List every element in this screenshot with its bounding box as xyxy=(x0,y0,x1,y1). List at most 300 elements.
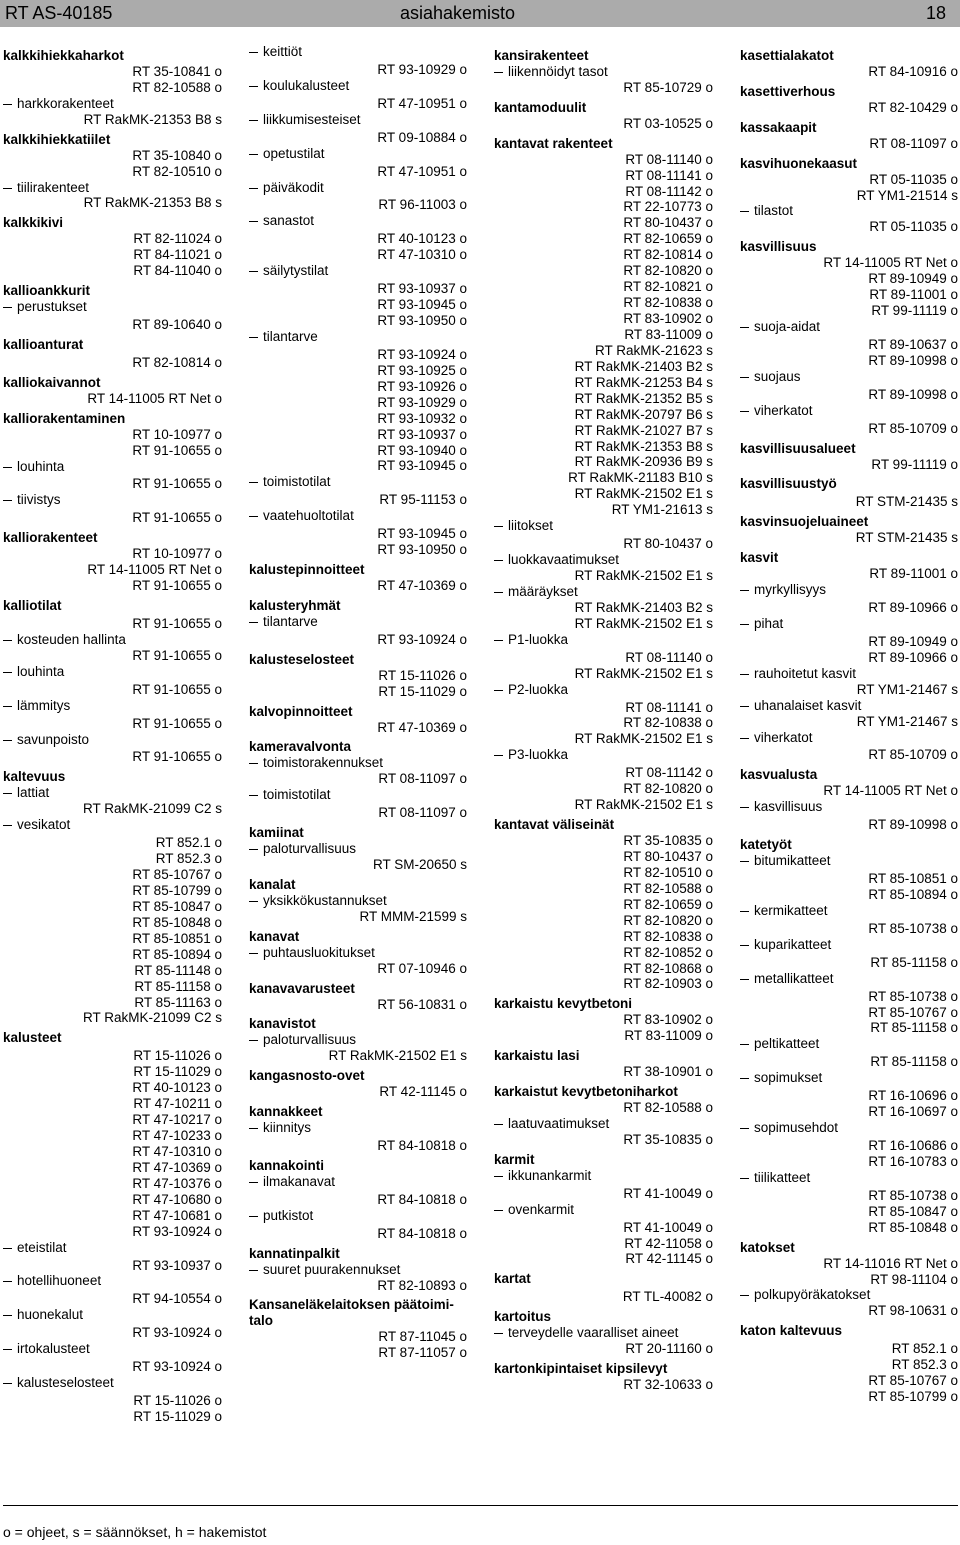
index-heading: kalkkikivi xyxy=(3,215,64,231)
index-reference: RT RakMK-20797 B6 s xyxy=(574,406,713,422)
index-heading: karkaistut kevytbetoniharkot xyxy=(494,1084,678,1100)
index-heading: kalvopinnoitteet xyxy=(249,703,353,719)
index-reference: RT 93-10924 o xyxy=(377,346,467,362)
index-reference: RT 89-10998 o xyxy=(868,352,958,368)
index-heading: kantavat väliseinät xyxy=(494,817,615,833)
index-reference: RT 82-10510 o xyxy=(132,163,222,179)
index-reference: RT 82-10820 o xyxy=(623,781,713,797)
index-heading: karkaistu lasi xyxy=(494,1048,580,1064)
index-reference: RT 16-10696 o xyxy=(868,1088,958,1104)
index-heading: kannatinpalkit xyxy=(249,1245,340,1261)
index-reference: RT 82-10903 o xyxy=(623,976,713,992)
index-heading: kalkkihiekkaharkot xyxy=(3,48,124,63)
index-reference: RT RakMK-21502 E1 s xyxy=(328,1048,467,1064)
index-reference: RT 85-10848 o xyxy=(868,1219,958,1235)
index-subterm: rauhoitetut kasvit xyxy=(740,666,958,682)
index-subterm: savunpoisto xyxy=(3,732,222,748)
index-reference: RT 82-10868 o xyxy=(623,960,713,976)
index-subterm: luokkavaatimukset xyxy=(494,552,713,568)
index-subterm: myrkyllisyys xyxy=(740,582,958,598)
index-subterm: tilastot xyxy=(740,203,958,219)
index-heading: kanavistot xyxy=(249,1016,316,1032)
index-subterm: hotellihuoneet xyxy=(3,1273,222,1289)
index-heading: kalliorakenteet xyxy=(3,530,98,546)
index-reference: RT 83-11009 o xyxy=(624,1028,713,1044)
index-heading: kannakointi xyxy=(249,1157,325,1173)
index-reference: RT RakMK-21502 E1 s xyxy=(574,797,713,813)
index-heading: kalliokaivannot xyxy=(3,374,101,390)
index-reference: RT 89-10640 o xyxy=(132,317,222,332)
index-reference: RT 93-10940 o xyxy=(377,442,467,458)
index-reference: RT 83-11009 o xyxy=(624,326,713,342)
index-reference: RT 47-10310 o xyxy=(377,247,467,263)
index-reference: RT 05-11035 o xyxy=(869,171,958,187)
index-reference: RT 47-10310 o xyxy=(132,1143,222,1159)
index-subterm: P2-luokka xyxy=(494,682,713,698)
index-column-4 xyxy=(740,44,958,1405)
index-reference: RT 83-10902 o xyxy=(623,311,713,326)
index-heading: katokset xyxy=(740,1239,795,1255)
index-reference: RT RakMK-21403 B2 s xyxy=(574,599,713,615)
index-heading: kasvillisuustyö xyxy=(740,476,837,492)
index-reference: RT 99-11119 o xyxy=(871,303,958,319)
index-reference: RT 82-10838 o xyxy=(623,928,713,944)
index-subterm: ovenkarmit xyxy=(494,1202,713,1218)
index-subterm: pihat xyxy=(740,616,958,632)
index-subterm: suojaus xyxy=(740,369,958,385)
index-reference: RT 82-10838 o xyxy=(623,715,713,731)
index-reference: RT 852.1 o xyxy=(891,1341,958,1357)
index-subterm: peltikatteet xyxy=(740,1036,958,1052)
index-reference: RT 852.3 o xyxy=(891,1357,958,1373)
index-reference: RT 93-10924 o xyxy=(132,1359,222,1375)
index-subterm: liikkumisesteiset xyxy=(249,112,467,128)
index-heading: talo xyxy=(249,1313,274,1329)
index-reference: RT 93-10945 o xyxy=(377,458,467,474)
index-heading: kalusteryhmät xyxy=(249,597,341,613)
index-reference: RT 93-10945 o xyxy=(377,526,467,542)
index-reference: RT 93-10924 o xyxy=(132,1223,222,1239)
index-heading: Kansaneläkelaitoksen päätoimi- xyxy=(249,1297,454,1313)
index-reference: RT 85-10799 o xyxy=(868,1389,958,1405)
index-subterm: paloturvallisuus xyxy=(249,841,467,857)
index-reference: RT 87-11057 o xyxy=(378,1345,467,1361)
index-reference: RT 85-10709 o xyxy=(868,420,958,436)
index-reference: RT 47-10369 o xyxy=(132,1159,222,1175)
index-reference: RT 98-11104 o xyxy=(870,1271,958,1287)
index-reference: RT RakMK-21502 E1 s xyxy=(574,731,713,747)
index-reference: RT 08-11141 o xyxy=(625,167,713,183)
index-heading: kalliotilat xyxy=(3,598,62,613)
index-reference: RT 84-10916 o xyxy=(868,63,958,79)
index-subterm: putkistot xyxy=(249,1208,467,1224)
index-reference: RT 42-11145 o xyxy=(625,1251,713,1267)
index-reference: RT 91-10655 o xyxy=(132,615,222,631)
index-subterm: louhinta xyxy=(3,459,222,475)
index-reference: RT RakMK-21353 B8 s xyxy=(83,111,222,127)
index-heading: kasvillisuus xyxy=(740,239,817,255)
index-reference: RT 93-10929 o xyxy=(377,61,467,77)
index-subterm: sopimusehdot xyxy=(740,1120,958,1136)
index-reference: RT RakMK-21403 B2 s xyxy=(574,358,713,374)
index-reference: RT 91-10655 o xyxy=(132,578,222,594)
index-heading: kasvit xyxy=(740,550,779,566)
index-subterm: perustukset xyxy=(3,299,222,315)
index-reference: RT 85-10709 o xyxy=(868,747,958,763)
index-heading: katon kaltevuus xyxy=(740,1323,843,1339)
index-reference: RT 89-10998 o xyxy=(868,817,958,833)
index-subterm: harkkorakenteet xyxy=(3,96,222,112)
index-reference: RT YM1-21467 s xyxy=(856,713,958,729)
index-heading: kanavavarusteet xyxy=(249,980,355,996)
index-reference: RT 82-10821 o xyxy=(623,279,713,295)
index-reference: RT 08-11097 o xyxy=(378,805,467,821)
index-reference: RT 47-10681 o xyxy=(132,1207,222,1223)
index-reference: RT 96-11003 o xyxy=(378,197,467,213)
index-reference: RT 84-11021 o xyxy=(133,247,222,263)
index-subterm: eteistilat xyxy=(3,1240,222,1256)
index-reference: RT 91-10655 o xyxy=(132,749,222,765)
index-subterm: tilantarve xyxy=(249,614,467,630)
index-subterm: tilantarve xyxy=(249,329,467,345)
index-subterm: huonekalut xyxy=(3,1307,222,1323)
index-reference: RT 85-10894 o xyxy=(868,886,958,902)
index-subterm: tiilirakenteet xyxy=(3,180,222,196)
index-reference: RT 85-10767 o xyxy=(868,1004,958,1020)
index-reference: RT 93-10924 o xyxy=(377,631,467,647)
index-reference: RT 08-11142 o xyxy=(625,765,713,781)
index-reference: RT 852.1 o xyxy=(155,835,222,851)
index-subterm: ilmakanavat xyxy=(249,1174,467,1190)
index-heading: kasvinsuojeluaineet xyxy=(740,514,869,530)
index-heading: kasettiverhous xyxy=(740,83,836,99)
index-reference: RT 35-10841 o xyxy=(132,63,222,79)
index-reference: RT 41-10049 o xyxy=(623,1185,713,1201)
index-reference: RT 852.3 o xyxy=(155,851,222,867)
index-reference: RT 85-11148 o xyxy=(134,962,222,978)
index-reference: RT RakMK-21183 B10 s xyxy=(568,470,713,486)
index-heading: kanalat xyxy=(249,876,296,892)
index-reference: RT 89-10966 o xyxy=(868,649,958,665)
index-reference: RT 56-10831 o xyxy=(377,996,467,1012)
index-heading: kalliorakentaminen xyxy=(3,410,126,426)
index-reference: RT 93-10926 o xyxy=(377,378,467,394)
index-subterm: kermikatteet xyxy=(740,903,958,919)
index-heading: kartat xyxy=(494,1271,531,1287)
index-reference: RT 85-11158 o xyxy=(870,1020,958,1036)
index-reference: RT 89-10966 o xyxy=(868,600,958,615)
index-heading: kartonkipintaiset kipsilevyt xyxy=(494,1361,668,1377)
index-reference: RT 85-10738 o xyxy=(868,1187,958,1203)
footer-divider xyxy=(3,1505,958,1506)
index-subterm: koulukalusteet xyxy=(249,78,467,94)
index-reference: RT 89-10949 o xyxy=(868,271,958,287)
index-subterm: lämmitys xyxy=(3,698,222,714)
index-reference: RT 38-10901 o xyxy=(623,1064,713,1080)
index-reference: RT 15-11029 o xyxy=(133,1408,222,1424)
index-reference: RT 91-10655 o xyxy=(132,715,222,731)
index-reference: RT 47-10369 o xyxy=(377,578,467,593)
index-reference: RT STM-21435 s xyxy=(855,494,958,510)
index-reference: RT 03-10525 o xyxy=(623,115,713,131)
index-reference: RT 85-10851 o xyxy=(132,930,222,946)
index-reference: RT 47-10217 o xyxy=(132,1112,222,1128)
index-reference: RT 94-10554 o xyxy=(132,1291,222,1307)
index-reference: RT 85-10738 o xyxy=(868,920,958,936)
index-reference: RT RakMK-21353 B8 s xyxy=(83,195,222,211)
index-reference: RT 99-11119 o xyxy=(871,456,958,472)
index-reference: RT 40-10123 o xyxy=(377,231,467,247)
index-reference: RT 85-11158 o xyxy=(134,978,222,994)
index-reference: RT 09-10884 o xyxy=(377,129,467,145)
index-reference: RT 08-11140 o xyxy=(625,151,713,167)
index-subterm: toimistotilat xyxy=(249,474,467,490)
index-heading: kasvihuonekaasut xyxy=(740,155,858,171)
index-reference: RT 15-11029 o xyxy=(133,1064,222,1080)
page-title: asiahakemisto xyxy=(400,3,516,23)
index-column-1 xyxy=(3,44,222,1425)
index-reference: RT 91-10655 o xyxy=(132,681,222,697)
index-reference: RT 91-10655 o xyxy=(132,510,222,526)
index-subterm: toimistorakennukset xyxy=(249,755,467,771)
index-reference: RT 47-10211 o xyxy=(133,1096,222,1112)
index-reference: RT 82-10588 o xyxy=(623,1100,713,1115)
index-reference: RT 85-11158 o xyxy=(870,954,958,970)
index-reference: RT 85-10767 o xyxy=(868,1373,958,1389)
index-reference: RT 14-11016 RT Net o xyxy=(823,1255,958,1271)
index-reference: RT RakMK-21099 C2 s xyxy=(82,1010,222,1026)
index-reference: RT 47-10369 o xyxy=(377,719,467,735)
legend-footer: o = ohjeet, s = säännökset, h = hakemistot xyxy=(3,1524,267,1540)
index-reference: RT RakMK-21502 E1 s xyxy=(574,615,713,631)
index-subterm: lattiat xyxy=(3,785,222,801)
index-reference: RT 85-10847 o xyxy=(132,898,222,914)
index-subterm: uhanalaiset kasvit xyxy=(740,698,958,714)
index-subterm: P3-luokka xyxy=(494,747,713,763)
index-heading: kalusteet xyxy=(3,1030,62,1046)
index-reference: RT 08-11097 o xyxy=(378,771,467,787)
index-subterm: keittiöt xyxy=(249,44,467,60)
index-reference: RT 14-11005 RT Net o xyxy=(823,783,958,799)
index-reference: RT RakMK-21502 E1 s xyxy=(574,486,713,502)
index-reference: RT 47-10376 o xyxy=(132,1175,222,1191)
index-reference: RT 15-11029 o xyxy=(378,683,467,699)
index-reference: RT 10-10977 o xyxy=(132,546,222,562)
index-subterm: säilytystilat xyxy=(249,263,467,279)
index-heading: kasvualusta xyxy=(740,767,818,783)
index-subterm: kiinnitys xyxy=(249,1120,467,1136)
index-reference: RT 41-10049 o xyxy=(623,1219,713,1235)
index-reference: RT STM-21435 s xyxy=(855,530,958,546)
index-reference: RT 93-10937 o xyxy=(377,426,467,442)
index-heading: kalustepinnoitteet xyxy=(249,562,365,578)
index-reference: RT 85-10799 o xyxy=(132,882,222,898)
index-reference: RT 93-10932 o xyxy=(377,410,467,426)
index-subterm: vesikatot xyxy=(3,817,222,833)
index-subterm: opetustilat xyxy=(249,146,467,162)
index-subterm: P1-luokka xyxy=(494,632,713,648)
index-reference: RT 84-11040 o xyxy=(133,263,222,279)
index-reference: RT 89-10949 o xyxy=(868,633,958,649)
index-reference: RT 89-10998 o xyxy=(868,386,958,402)
index-heading: kalkkihiekkatiilet xyxy=(3,131,111,147)
index-reference: RT 82-10659 o xyxy=(623,231,713,247)
index-subterm: kasvillisuus xyxy=(740,799,958,815)
index-reference: RT 14-11005 RT Net o xyxy=(87,390,222,406)
index-heading: kallioanturat xyxy=(3,336,84,352)
index-reference: RT 98-10631 o xyxy=(868,1303,958,1319)
index-heading: kamiinat xyxy=(249,825,304,841)
index-heading: kameravalvonta xyxy=(249,739,352,755)
index-reference: RT 82-10588 o xyxy=(623,880,713,896)
index-reference: RT 93-10950 o xyxy=(377,542,467,558)
index-reference: RT RakMK-20936 B9 s xyxy=(574,454,713,470)
page-header xyxy=(0,0,960,27)
index-subterm: viherkatot xyxy=(740,403,958,419)
index-reference: RT 08-11097 o xyxy=(869,135,958,151)
index-reference: RT 32-10633 o xyxy=(623,1377,713,1392)
index-reference: RT 85-10894 o xyxy=(132,946,222,962)
index-reference: RT 91-10655 o xyxy=(132,476,222,492)
index-reference: RT 82-10429 o xyxy=(868,99,958,115)
index-subterm: kuparikatteet xyxy=(740,937,958,953)
index-heading: kannakkeet xyxy=(249,1104,323,1120)
index-subterm: määräykset xyxy=(494,584,713,600)
index-subterm: irtokalusteet xyxy=(3,1341,222,1357)
index-reference: RT 82-10588 o xyxy=(132,79,222,95)
index-reference: RT 84-10818 o xyxy=(377,1191,467,1207)
index-subterm: vaatehuoltotilat xyxy=(249,508,467,524)
index-reference: RT 82-10814 o xyxy=(623,247,713,263)
index-column-3 xyxy=(494,44,713,1393)
index-subterm: sopimukset xyxy=(740,1070,958,1086)
index-subterm: tiivistys xyxy=(3,492,222,508)
index-subterm: sanastot xyxy=(249,213,467,229)
index-reference: RT 47-10680 o xyxy=(132,1191,222,1207)
index-reference: RT 47-10233 o xyxy=(132,1128,222,1143)
index-reference: RT 85-10767 o xyxy=(132,867,222,882)
index-reference: RT 80-10437 o xyxy=(623,215,713,231)
index-subterm: liitokset xyxy=(494,518,713,534)
index-reference: RT 82-10852 o xyxy=(623,944,713,960)
index-heading: kassakaapit xyxy=(740,119,817,135)
index-reference: RT 35-10840 o xyxy=(132,147,222,163)
index-reference: RT 16-10697 o xyxy=(868,1104,958,1120)
page-number: 18 xyxy=(925,3,946,23)
index-heading: kantavat rakenteet xyxy=(494,135,613,151)
index-reference: RT 85-10851 o xyxy=(868,871,958,886)
index-subterm: yksikkökustannukset xyxy=(249,893,467,909)
index-reference: RT 08-11141 o xyxy=(625,699,713,715)
index-reference: RT TL-40082 o xyxy=(622,1289,713,1305)
index-reference: RT 16-10686 o xyxy=(868,1138,958,1153)
index-heading: karkaistu kevytbetoni xyxy=(494,996,633,1012)
index-reference: RT 91-10655 o xyxy=(132,647,222,663)
index-reference: RT 84-10818 o xyxy=(377,1138,467,1153)
index-reference: RT 82-10814 o xyxy=(132,354,222,370)
index-reference: RT 85-10738 o xyxy=(868,988,958,1004)
index-reference: RT 14-11005 RT Net o xyxy=(87,562,222,578)
index-reference: RT 93-10937 o xyxy=(132,1257,222,1273)
index-reference: RT 22-10773 o xyxy=(623,199,713,215)
index-reference: RT RakMK-21623 s xyxy=(594,342,713,358)
index-reference: RT 89-11001 o xyxy=(869,287,958,303)
index-reference: RT 87-11045 o xyxy=(378,1329,467,1345)
index-heading: kaltevuus xyxy=(3,769,66,785)
index-reference: RT 89-10637 o xyxy=(868,336,958,352)
index-subterm: kosteuden hallinta xyxy=(3,632,222,648)
index-reference: RT 82-10820 o xyxy=(623,263,713,279)
index-heading: kasettialakatot xyxy=(740,48,834,63)
index-subterm: laatuvaatimukset xyxy=(494,1116,713,1132)
index-reference: RT 93-10925 o xyxy=(377,362,467,378)
index-heading: kanavat xyxy=(249,928,300,944)
index-heading: kasvillisuusalueet xyxy=(740,440,856,456)
index-heading: kangasnosto-ovet xyxy=(249,1068,365,1084)
index-reference: RT 82-10820 o xyxy=(623,912,713,928)
index-reference: RT 93-10937 o xyxy=(377,281,467,297)
index-reference: RT 93-10950 o xyxy=(377,313,467,328)
index-reference: RT RakMK-21502 E1 s xyxy=(574,568,713,583)
index-heading: kansirakenteet xyxy=(494,48,589,63)
index-heading: karmit xyxy=(494,1151,535,1167)
index-reference: RT 93-10945 o xyxy=(377,297,467,313)
index-reference: RT 42-11058 o xyxy=(624,1235,713,1251)
index-reference: RT 85-10847 o xyxy=(868,1203,958,1219)
index-reference: RT 10-10977 o xyxy=(132,426,222,442)
index-subterm: suoja-aidat xyxy=(740,319,958,335)
index-subterm: louhinta xyxy=(3,664,222,680)
index-subterm: suuret puurakennukset xyxy=(249,1262,467,1278)
index-reference: RT 35-10835 o xyxy=(623,833,713,848)
index-reference: RT RakMK-21253 B4 s xyxy=(574,374,713,390)
index-subterm: puhtausluokitukset xyxy=(249,945,467,961)
index-reference: RT 82-10510 o xyxy=(623,864,713,880)
index-subterm: metallikatteet xyxy=(740,971,958,987)
index-reference: RT 15-11026 o xyxy=(133,1048,222,1064)
index-reference: RT 85-10729 o xyxy=(623,79,713,95)
index-reference: RT 80-10437 o xyxy=(623,848,713,864)
index-reference: RT 85-11158 o xyxy=(870,1054,958,1070)
index-reference: RT 16-10783 o xyxy=(868,1153,958,1169)
index-subterm: kalusteselosteet xyxy=(3,1375,222,1391)
index-reference: RT 80-10437 o xyxy=(623,536,713,552)
index-reference: RT MMM-21599 s xyxy=(359,908,467,924)
index-heading: kallioankkurit xyxy=(3,283,91,299)
index-reference: RT 07-10946 o xyxy=(377,960,467,976)
index-reference: RT 20-11160 o xyxy=(625,1341,713,1357)
index-reference: RT 15-11026 o xyxy=(133,1393,222,1408)
index-reference: RT RakMK-21027 B7 s xyxy=(574,422,713,438)
index-subterm: paloturvallisuus xyxy=(249,1032,467,1048)
index-reference: RT RakMK-21353 B8 s xyxy=(574,438,713,454)
index-heading: kartoitus xyxy=(494,1309,552,1325)
index-reference: RT RakMK-21099 C2 s xyxy=(82,801,222,817)
index-reference: RT 08-11142 o xyxy=(625,183,713,199)
index-reference: RT 42-11145 o xyxy=(379,1084,467,1100)
index-reference: RT 08-11140 o xyxy=(625,649,713,665)
index-subterm: liikennöidyt tasot xyxy=(494,64,713,80)
index-reference: RT 82-11024 o xyxy=(133,231,222,247)
index-reference: RT SM-20650 s xyxy=(372,857,467,872)
index-reference: RT 85-11163 o xyxy=(134,994,222,1010)
index-heading: kantamoduulit xyxy=(494,99,587,115)
index-reference: RT YM1-21613 s xyxy=(611,502,713,518)
index-reference: RT RakMK-21352 B5 s xyxy=(574,390,713,406)
index-subterm: päiväkodit xyxy=(249,180,467,196)
index-reference: RT 95-11153 o xyxy=(379,492,467,508)
index-subterm: terveydelle vaaralliset aineet xyxy=(494,1325,713,1341)
